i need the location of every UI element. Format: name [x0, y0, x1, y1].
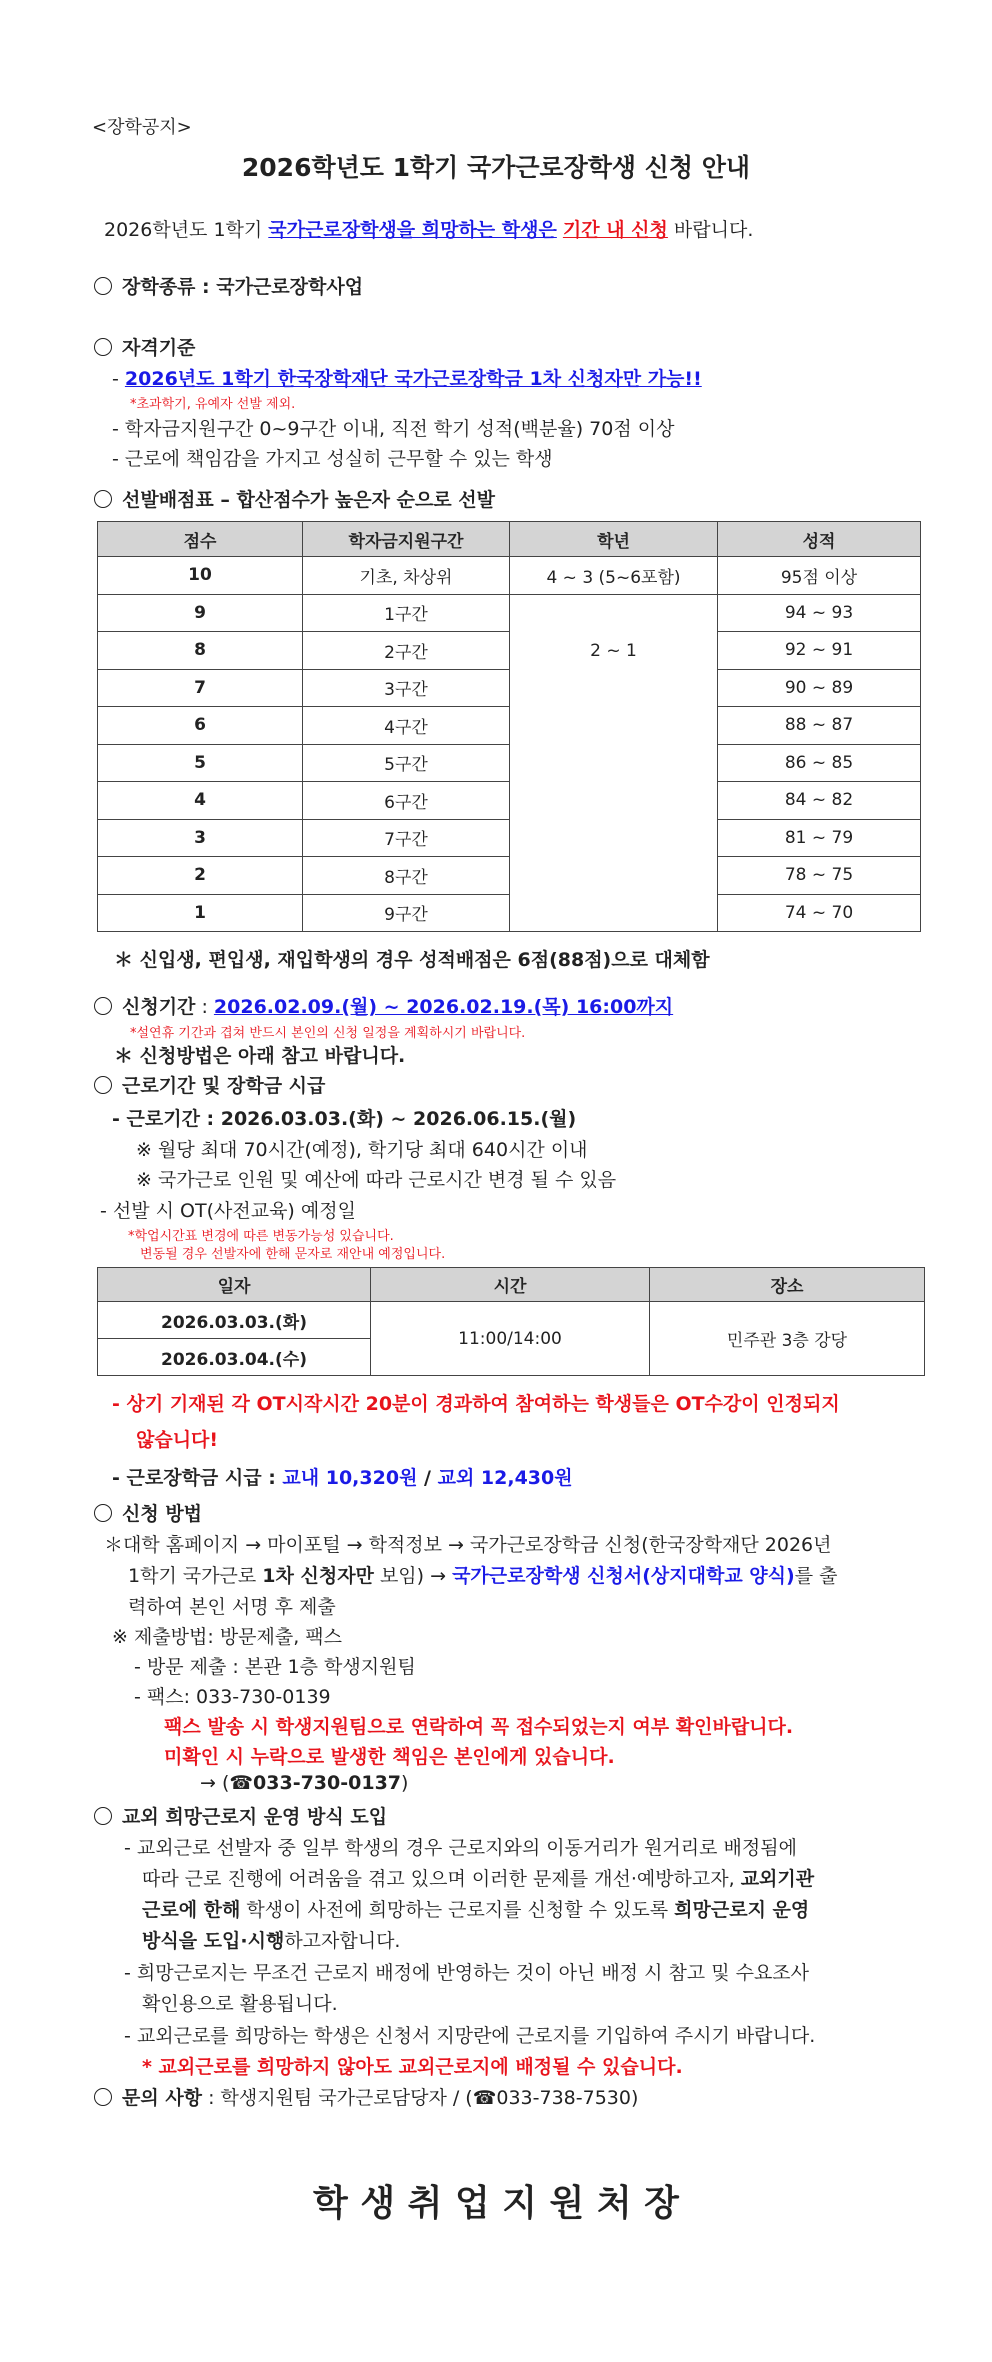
application-period: 신청기간 : 2026.02.09.(월) ~ 2026.02.19.(목) 16:00까지 [94, 992, 673, 1019]
hourly-wage: - 근로장학금 시급 : 교내 10,320원 / 교외 12,430원 [112, 1467, 573, 1489]
score-cell: 2 [98, 857, 303, 895]
score-cell: 5 [98, 744, 303, 782]
page-title: 2026학년도 1학기 국가근로장학생 신청 안내 [241, 153, 751, 182]
ot-schedule-label: - 선발 시 OT(사전교육) 예정일 [100, 1200, 356, 1222]
contact-info: 문의 사항 : 학생지원팀 국가근로담당자 / (☎033-738-7530) [94, 2083, 638, 2110]
grade-cell-2-1 [510, 594, 718, 932]
bracket-cell: 2구간 [303, 632, 510, 670]
table-row [98, 894, 921, 932]
bracket-cell: 9구간 [303, 894, 510, 932]
qualification-item-2: - 학자금지원구간 0~9구간 이내, 직전 학기 성적(백분율) 70점 이상 [112, 418, 675, 440]
grade-range-label: 2 ~ 1 [590, 640, 637, 661]
hope-line-3: 근로에 한해 학생이 사전에 희망하는 근로지를 신청할 수 있도록 희망근로지 운영 [142, 1899, 810, 1921]
table-row [98, 1302, 925, 1339]
work-heading: 근로기간 및 장학금 시급 [94, 1071, 325, 1098]
application-method-note: ＊ 신청방법은 아래 참고 바랍니다. [114, 1045, 406, 1067]
ot-header-place: 장소 [650, 1268, 925, 1302]
gpa-cell: 92 ~ 91 [718, 632, 921, 670]
bracket-cell: 6구간 [303, 782, 510, 820]
ot-note-2: 변동될 경우 선발자에 한해 문자로 재안내 예정입니다. [140, 1247, 446, 1262]
hope-line-4: 방식을 도입·시행하고자합니다. [142, 1930, 401, 1952]
apply-step-line-2: 1학기 국가근로 1차 신청자만 보임) → 국가근로장학생 신청서(상지대학교 양식)를 출 [128, 1565, 838, 1587]
gpa-cell: 86 ~ 85 [718, 744, 921, 782]
hope-warning: * 교외근로를 희망하지 않아도 교외근로지에 배정될 수 있습니다. [142, 2056, 683, 2078]
bracket-cell: 기초, 차상위 [303, 557, 510, 595]
score-table-header [98, 522, 921, 557]
score-cell: 6 [98, 707, 303, 745]
score-cell: 1 [98, 894, 303, 932]
signature: 학 생 취 업 지 원 처 장 [313, 2183, 679, 2224]
qualification-item-1: - 2026년도 1학기 한국장학재단 국가근로장학금 1차 신청자만 가능!! [112, 368, 702, 390]
hope-line-7: - 교외근로를 희망하는 학생은 신청서 지망란에 근로지를 기입하여 주시기 바랍니다. [124, 2025, 816, 2047]
table-row [98, 744, 921, 782]
table-row [98, 669, 921, 707]
gpa-cell: 78 ~ 75 [718, 857, 921, 895]
ot-date-1: 2026.03.03.(화) [98, 1302, 371, 1339]
ot-note-1: *학업시간표 변경에 따른 변동가능성 있습니다. [128, 1229, 394, 1244]
table-row [98, 782, 921, 820]
ot-warning-line-2: 않습니다! [136, 1429, 219, 1451]
apply-step-line-3: 력하여 본인 서명 후 제출 [128, 1596, 336, 1618]
fax-confirm-warning: 팩스 발송 시 학생지원팀으로 연락하여 꼭 접수되었는지 여부 확인바랍니다. [164, 1716, 794, 1738]
submit-fax: - 팩스: 033-730-0139 [134, 1686, 331, 1708]
score-heading: 선발배점표 – 합산점수가 높은자 순으로 선발 [94, 485, 495, 512]
apply-step-line-1: ＊대학 홈페이지 → 마이포털 → 학적정보 → 국가근로장학금 신청(한국장학재단 2026년 [104, 1534, 832, 1556]
score-cell: 9 [98, 594, 303, 632]
ot-table [97, 1267, 925, 1376]
gpa-cell: 81 ~ 79 [718, 819, 921, 857]
table-row [98, 632, 921, 670]
table-row [98, 819, 921, 857]
bracket-cell: 4구간 [303, 707, 510, 745]
fax-contact-phone: → (☎033-730-0137) [200, 1772, 409, 1794]
submit-visit: - 방문 제출 : 본관 1층 학생지원팀 [134, 1656, 416, 1678]
qualification-heading: 자격기준 [94, 333, 195, 360]
intro-text: 2026학년도 1학기 국가근로장학생을 희망하는 학생은 기간 내 신청 바랍니다. [104, 219, 754, 241]
bracket-cell: 8구간 [303, 857, 510, 895]
submit-method: ※ 제출방법: 방문제출, 팩스 [112, 1626, 343, 1648]
table-row [98, 707, 921, 745]
work-note-1: ※ 월당 최대 70시간(예정), 학기당 최대 640시간 이내 [136, 1139, 588, 1161]
bracket-cell: 7구간 [303, 819, 510, 857]
ot-time: 11:00/14:00 [371, 1302, 650, 1376]
table-row [98, 557, 921, 595]
table-row [98, 857, 921, 895]
work-note-2: ※ 국가근로 인원 및 예산에 따라 근로시간 변경 될 수 있음 [136, 1169, 617, 1191]
qualification-note: *초과학기, 유예자 선발 제외. [130, 397, 296, 412]
ot-header-time: 시간 [371, 1268, 650, 1302]
ot-warning-line-1: - 상기 기재된 각 OT시작시간 20분이 경과하여 참여하는 학생들은 OT수강이 인정되지 [112, 1393, 840, 1415]
ot-header-date: 일자 [98, 1268, 371, 1302]
gpa-cell: 94 ~ 93 [718, 594, 921, 632]
gpa-cell: 90 ~ 89 [718, 669, 921, 707]
score-cell: 4 [98, 782, 303, 820]
score-header-grade: 학년 [510, 522, 718, 557]
scholarship-type: 장학종류 : 국가근로장학사업 [94, 272, 363, 299]
score-table [97, 521, 921, 932]
application-period-note: *설연휴 기간과 겹쳐 반드시 본인의 신청 일정을 계획하시기 바랍니다. [130, 1026, 526, 1041]
gpa-cell: 74 ~ 70 [718, 894, 921, 932]
score-note: ＊ 신입생, 편입생, 재입학생의 경우 성적배점은 6점(88점)으로 대체함 [114, 949, 710, 971]
gpa-cell: 95점 이상 [718, 557, 921, 595]
apply-heading: 신청 방법 [94, 1499, 202, 1526]
ot-place: 민주관 3층 강당 [650, 1302, 925, 1376]
bracket-cell: 5구간 [303, 744, 510, 782]
score-header-gpa: 성적 [718, 522, 921, 557]
grade-cell: 4 ~ 3 (5~6포함) [510, 557, 718, 595]
hope-line-2: 따라 근로 진행에 어려움을 겪고 있으며 이러한 문제를 개선·예방하고자, 교외기관 [142, 1868, 815, 1890]
gpa-cell: 84 ~ 82 [718, 782, 921, 820]
score-header-bracket: 학자금지원구간 [303, 522, 510, 557]
fax-responsibility-warning: 미확인 시 누락으로 발생한 책임은 본인에게 있습니다. [164, 1746, 615, 1768]
hope-heading: 교외 희망근로지 운영 방식 도입 [94, 1802, 387, 1829]
table-row [98, 594, 921, 632]
ot-table-header [98, 1268, 925, 1302]
gpa-cell: 88 ~ 87 [718, 707, 921, 745]
bracket-cell: 3구간 [303, 669, 510, 707]
qualification-item-3: - 근로에 책임감을 가지고 성실히 근무할 수 있는 학생 [112, 448, 553, 470]
hope-line-5: - 희망근로지는 무조건 근로지 배정에 반영하는 것이 아닌 배정 시 참고 및 수요조사 [124, 1962, 810, 1984]
score-cell: 7 [98, 669, 303, 707]
score-cell: 3 [98, 819, 303, 857]
hope-line-1: - 교외근로 선발자 중 일부 학생의 경우 근로지와의 이동거리가 원거리로 배정됨에 [124, 1837, 797, 1859]
hope-line-6: 확인용으로 활용됩니다. [142, 1993, 338, 2015]
notice-tag: <장학공지> [92, 117, 192, 138]
work-period: - 근로기간 : 2026.03.03.(화) ~ 2026.06.15.(월) [112, 1108, 577, 1130]
bracket-cell: 1구간 [303, 594, 510, 632]
score-header-score: 점수 [98, 522, 303, 557]
score-cell: 8 [98, 632, 303, 670]
ot-date-2: 2026.03.04.(수) [98, 1339, 371, 1376]
score-cell: 10 [98, 557, 303, 595]
